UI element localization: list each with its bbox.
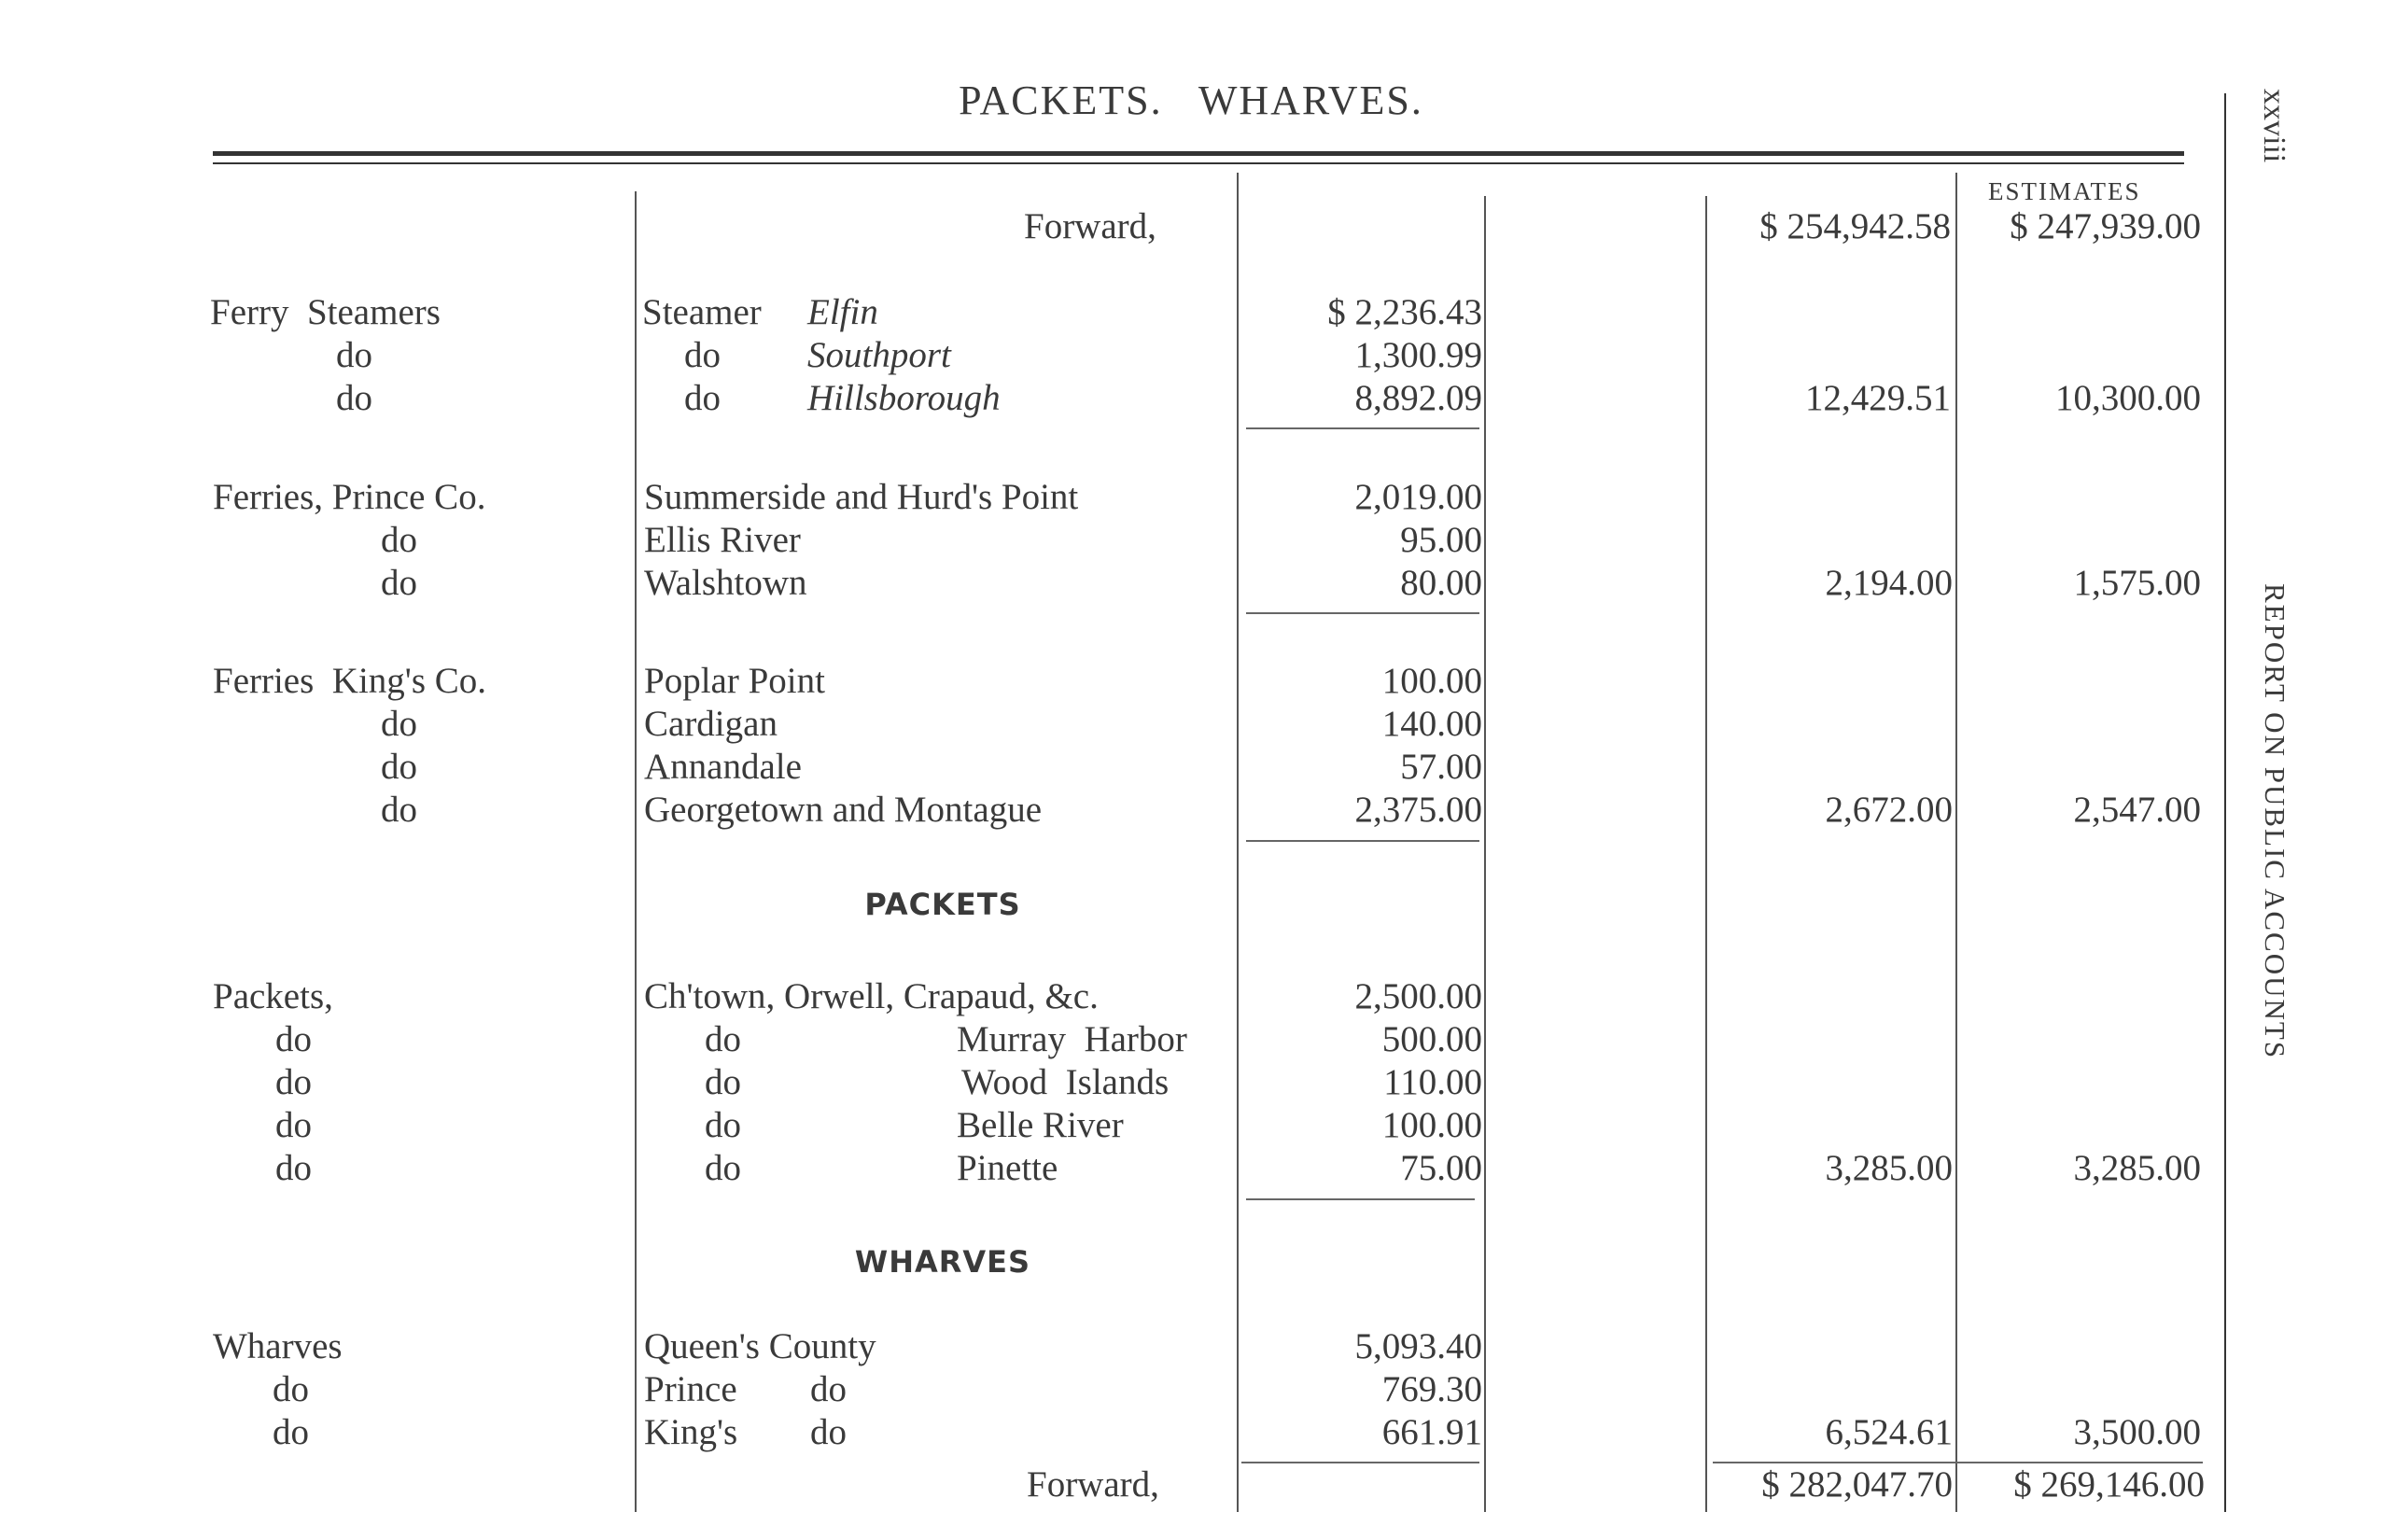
subtotal-rule xyxy=(1246,1198,1475,1200)
column-rule-2 xyxy=(1237,173,1239,1512)
page-title: PACKETS. WHARVES. xyxy=(959,77,1423,123)
category-label: do xyxy=(275,1105,312,1145)
amount: 2,019.00 xyxy=(1354,477,1482,517)
item-label: Ch'town, Orwell, Crapaud, &c. xyxy=(644,976,1099,1016)
subtotal-rule xyxy=(1246,427,1479,429)
category-label: do xyxy=(336,335,372,375)
right-margin-rule xyxy=(2224,93,2226,1512)
column-rule-4 xyxy=(1705,196,1707,1512)
amount: 80.00 xyxy=(1400,563,1482,603)
category-label: do xyxy=(381,790,417,830)
section-estimate: 3,285.00 xyxy=(2073,1148,2201,1188)
amount: 57.00 xyxy=(1400,747,1482,787)
category-label: do xyxy=(275,1062,312,1102)
forward-bottom-estimate: $ 269,146.00 xyxy=(2013,1464,2205,1505)
section-total: 2,194.00 xyxy=(1825,563,1953,603)
item-label: Poplar Point xyxy=(644,661,825,701)
category-label: do xyxy=(381,747,417,787)
destination: Murray Harbor xyxy=(957,1019,1187,1059)
top-rule-thin xyxy=(213,162,2184,164)
category-label: Ferry Steamers xyxy=(210,292,441,332)
category-label: Ferries King's Co. xyxy=(213,661,487,701)
amount: 2,500.00 xyxy=(1354,976,1482,1016)
subtotal-rule xyxy=(1241,1462,1479,1463)
section-estimate: 2,547.00 xyxy=(2073,790,2201,830)
section-total: 12,429.51 xyxy=(1805,378,1951,418)
category-label: Wharves xyxy=(213,1326,343,1366)
page-number: xxviii xyxy=(2257,89,2291,163)
amount: 75.00 xyxy=(1400,1148,1482,1188)
section-heading-wharves: WHARVES xyxy=(854,1244,1031,1280)
amount: 2,375.00 xyxy=(1354,790,1482,830)
category-label: do xyxy=(381,704,417,744)
item-label: King's xyxy=(644,1412,738,1452)
category-label: do xyxy=(273,1369,309,1409)
section-heading-packets: PACKETS xyxy=(864,887,1021,922)
item-label: do xyxy=(705,1148,741,1188)
item-label: Queen's County xyxy=(644,1326,876,1366)
amount: 140.00 xyxy=(1381,704,1482,744)
category-label: do xyxy=(381,520,417,560)
category-label: do xyxy=(273,1412,309,1452)
vessel-name: Hillsborough xyxy=(807,378,1001,418)
category-label: Packets, xyxy=(213,976,333,1016)
amount: 500.00 xyxy=(1381,1019,1482,1059)
item-label: Prince xyxy=(644,1369,737,1409)
amount: 5,093.40 xyxy=(1354,1326,1482,1366)
item-label: do xyxy=(684,335,721,375)
amount: 110.00 xyxy=(1383,1062,1482,1102)
destination: Belle River xyxy=(957,1105,1124,1145)
item-label: Summerside and Hurd's Point xyxy=(644,477,1079,517)
vessel-name: Southport xyxy=(807,335,951,375)
estimates-label: ESTIMATES xyxy=(1988,177,2141,205)
item-label: Walshtown xyxy=(644,563,807,603)
category-label: Ferries, Prince Co. xyxy=(213,477,486,517)
vessel-name: Elfin xyxy=(807,292,878,332)
column-rule-3 xyxy=(1484,196,1486,1512)
item-label: do xyxy=(705,1062,741,1102)
forward-bottom-label: Forward, xyxy=(1027,1464,1159,1505)
item-label: Annandale xyxy=(644,747,802,787)
item-label: Cardigan xyxy=(644,704,778,744)
amount: 8,892.09 xyxy=(1354,378,1482,418)
top-rule-thick xyxy=(213,151,2184,156)
amount: 95.00 xyxy=(1400,520,1482,560)
section-total: 6,524.61 xyxy=(1825,1412,1953,1452)
category-label: do xyxy=(336,378,372,418)
forward-top-total: $ 254,942.58 xyxy=(1759,206,1951,246)
destination: Wood Islands xyxy=(961,1062,1170,1102)
destination: Pinette xyxy=(957,1148,1058,1188)
column-rule-5 xyxy=(1955,173,1957,1512)
item-label: Steamer xyxy=(642,292,762,332)
item-label: Ellis River xyxy=(644,520,801,560)
section-estimate: 1,575.00 xyxy=(2073,563,2201,603)
subtotal-rule xyxy=(1246,840,1479,842)
column-rule-1 xyxy=(635,191,637,1512)
subtotal-rule xyxy=(1246,612,1479,614)
category-label: do xyxy=(275,1019,312,1059)
amount: 769.30 xyxy=(1381,1369,1482,1409)
section-total: 3,285.00 xyxy=(1825,1148,1953,1188)
forward-top-estimate: $ 247,939.00 xyxy=(2010,206,2201,246)
amount: 100.00 xyxy=(1381,1105,1482,1145)
section-total: 2,672.00 xyxy=(1825,790,1953,830)
category-label: do xyxy=(381,563,417,603)
item-label: do xyxy=(684,378,721,418)
item-sub-label: do xyxy=(810,1369,847,1409)
amount: 100.00 xyxy=(1381,661,1482,701)
item-label: do xyxy=(705,1019,741,1059)
running-title: REPORT ON PUBLIC ACCOUNTS xyxy=(2259,583,2291,1060)
forward-bottom-total: $ 282,047.70 xyxy=(1761,1464,1953,1505)
item-label: do xyxy=(705,1105,741,1145)
category-label: do xyxy=(275,1148,312,1188)
item-sub-label: do xyxy=(810,1412,847,1452)
item-label: Georgetown and Montague xyxy=(644,790,1043,830)
amount: 661.91 xyxy=(1381,1412,1482,1452)
section-estimate: 10,300.00 xyxy=(2055,378,2201,418)
amount: $ 2,236.43 xyxy=(1327,292,1482,332)
section-estimate: 3,500.00 xyxy=(2073,1412,2201,1452)
amount: 1,300.99 xyxy=(1354,335,1482,375)
forward-top-label: Forward, xyxy=(1024,206,1156,246)
